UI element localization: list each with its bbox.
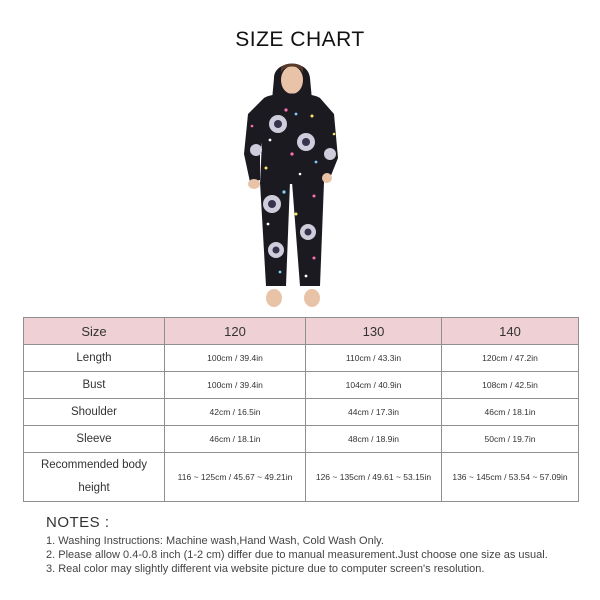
child-right-hand [322,173,332,183]
table-cell: 110cm / 43.3in [306,345,442,372]
child-left-hand [248,179,260,189]
row-label-line: Recommended body [40,459,148,471]
notes-title: NOTES : [46,514,110,531]
note-item: 3. Real color may slightly different via website picture due to computer screen's resolution. [46,563,485,575]
table-cell: 46cm / 18.1in [442,399,579,426]
header-size-120: 120 [165,318,306,345]
table-row [24,426,579,453]
child-face [281,66,303,94]
row-label-shoulder: Shoulder [24,399,165,426]
table-cell: 136 ~ 145cm / 53.54 ~ 57.09in [442,453,579,502]
table-cell: 104cm / 40.9in [306,372,442,399]
row-label-bust: Bust [24,372,165,399]
size-chart-table [23,317,579,502]
onesie-right-arm [318,98,338,178]
row-label-sleeve: Sleeve [24,426,165,453]
product-photo [226,54,356,312]
child-right-foot [304,289,320,307]
page-title: SIZE CHART [235,28,365,51]
note-item: 1. Washing Instructions: Machine wash,Hand Wash, Cold Wash Only. [46,535,384,547]
table-cell: 120cm / 47.2in [442,345,579,372]
table-row [24,345,579,372]
child-left-foot [266,289,282,307]
table-header-row [24,318,579,345]
table-row [24,453,579,502]
table-cell: 100cm / 39.4in [165,372,306,399]
row-label-line: height [78,482,110,494]
table-cell: 50cm / 19.7in [442,426,579,453]
header-size-130: 130 [306,318,442,345]
table-row [24,372,579,399]
table-cell: 100cm / 39.4in [165,345,306,372]
row-label-length: Length [24,345,165,372]
table-row [24,399,579,426]
table-cell: 126 ~ 135cm / 49.61 ~ 53.15in [306,453,442,502]
notes-section [46,514,586,576]
row-label-recommended-height [24,453,165,502]
header-size-140: 140 [442,318,579,345]
table-cell: 48cm / 18.9in [306,426,442,453]
table-cell: 116 ~ 125cm / 45.67 ~ 49.21in [165,453,306,502]
table-cell: 46cm / 18.1in [165,426,306,453]
table-cell: 44cm / 17.3in [306,399,442,426]
table-cell: 108cm / 42.5in [442,372,579,399]
header-size-label: Size [24,318,165,345]
table-cell: 42cm / 16.5in [165,399,306,426]
note-item: 2. Please allow 0.4-0.8 inch (1-2 cm) differ due to manual measurement.Just choose one size as usual. [46,549,548,561]
